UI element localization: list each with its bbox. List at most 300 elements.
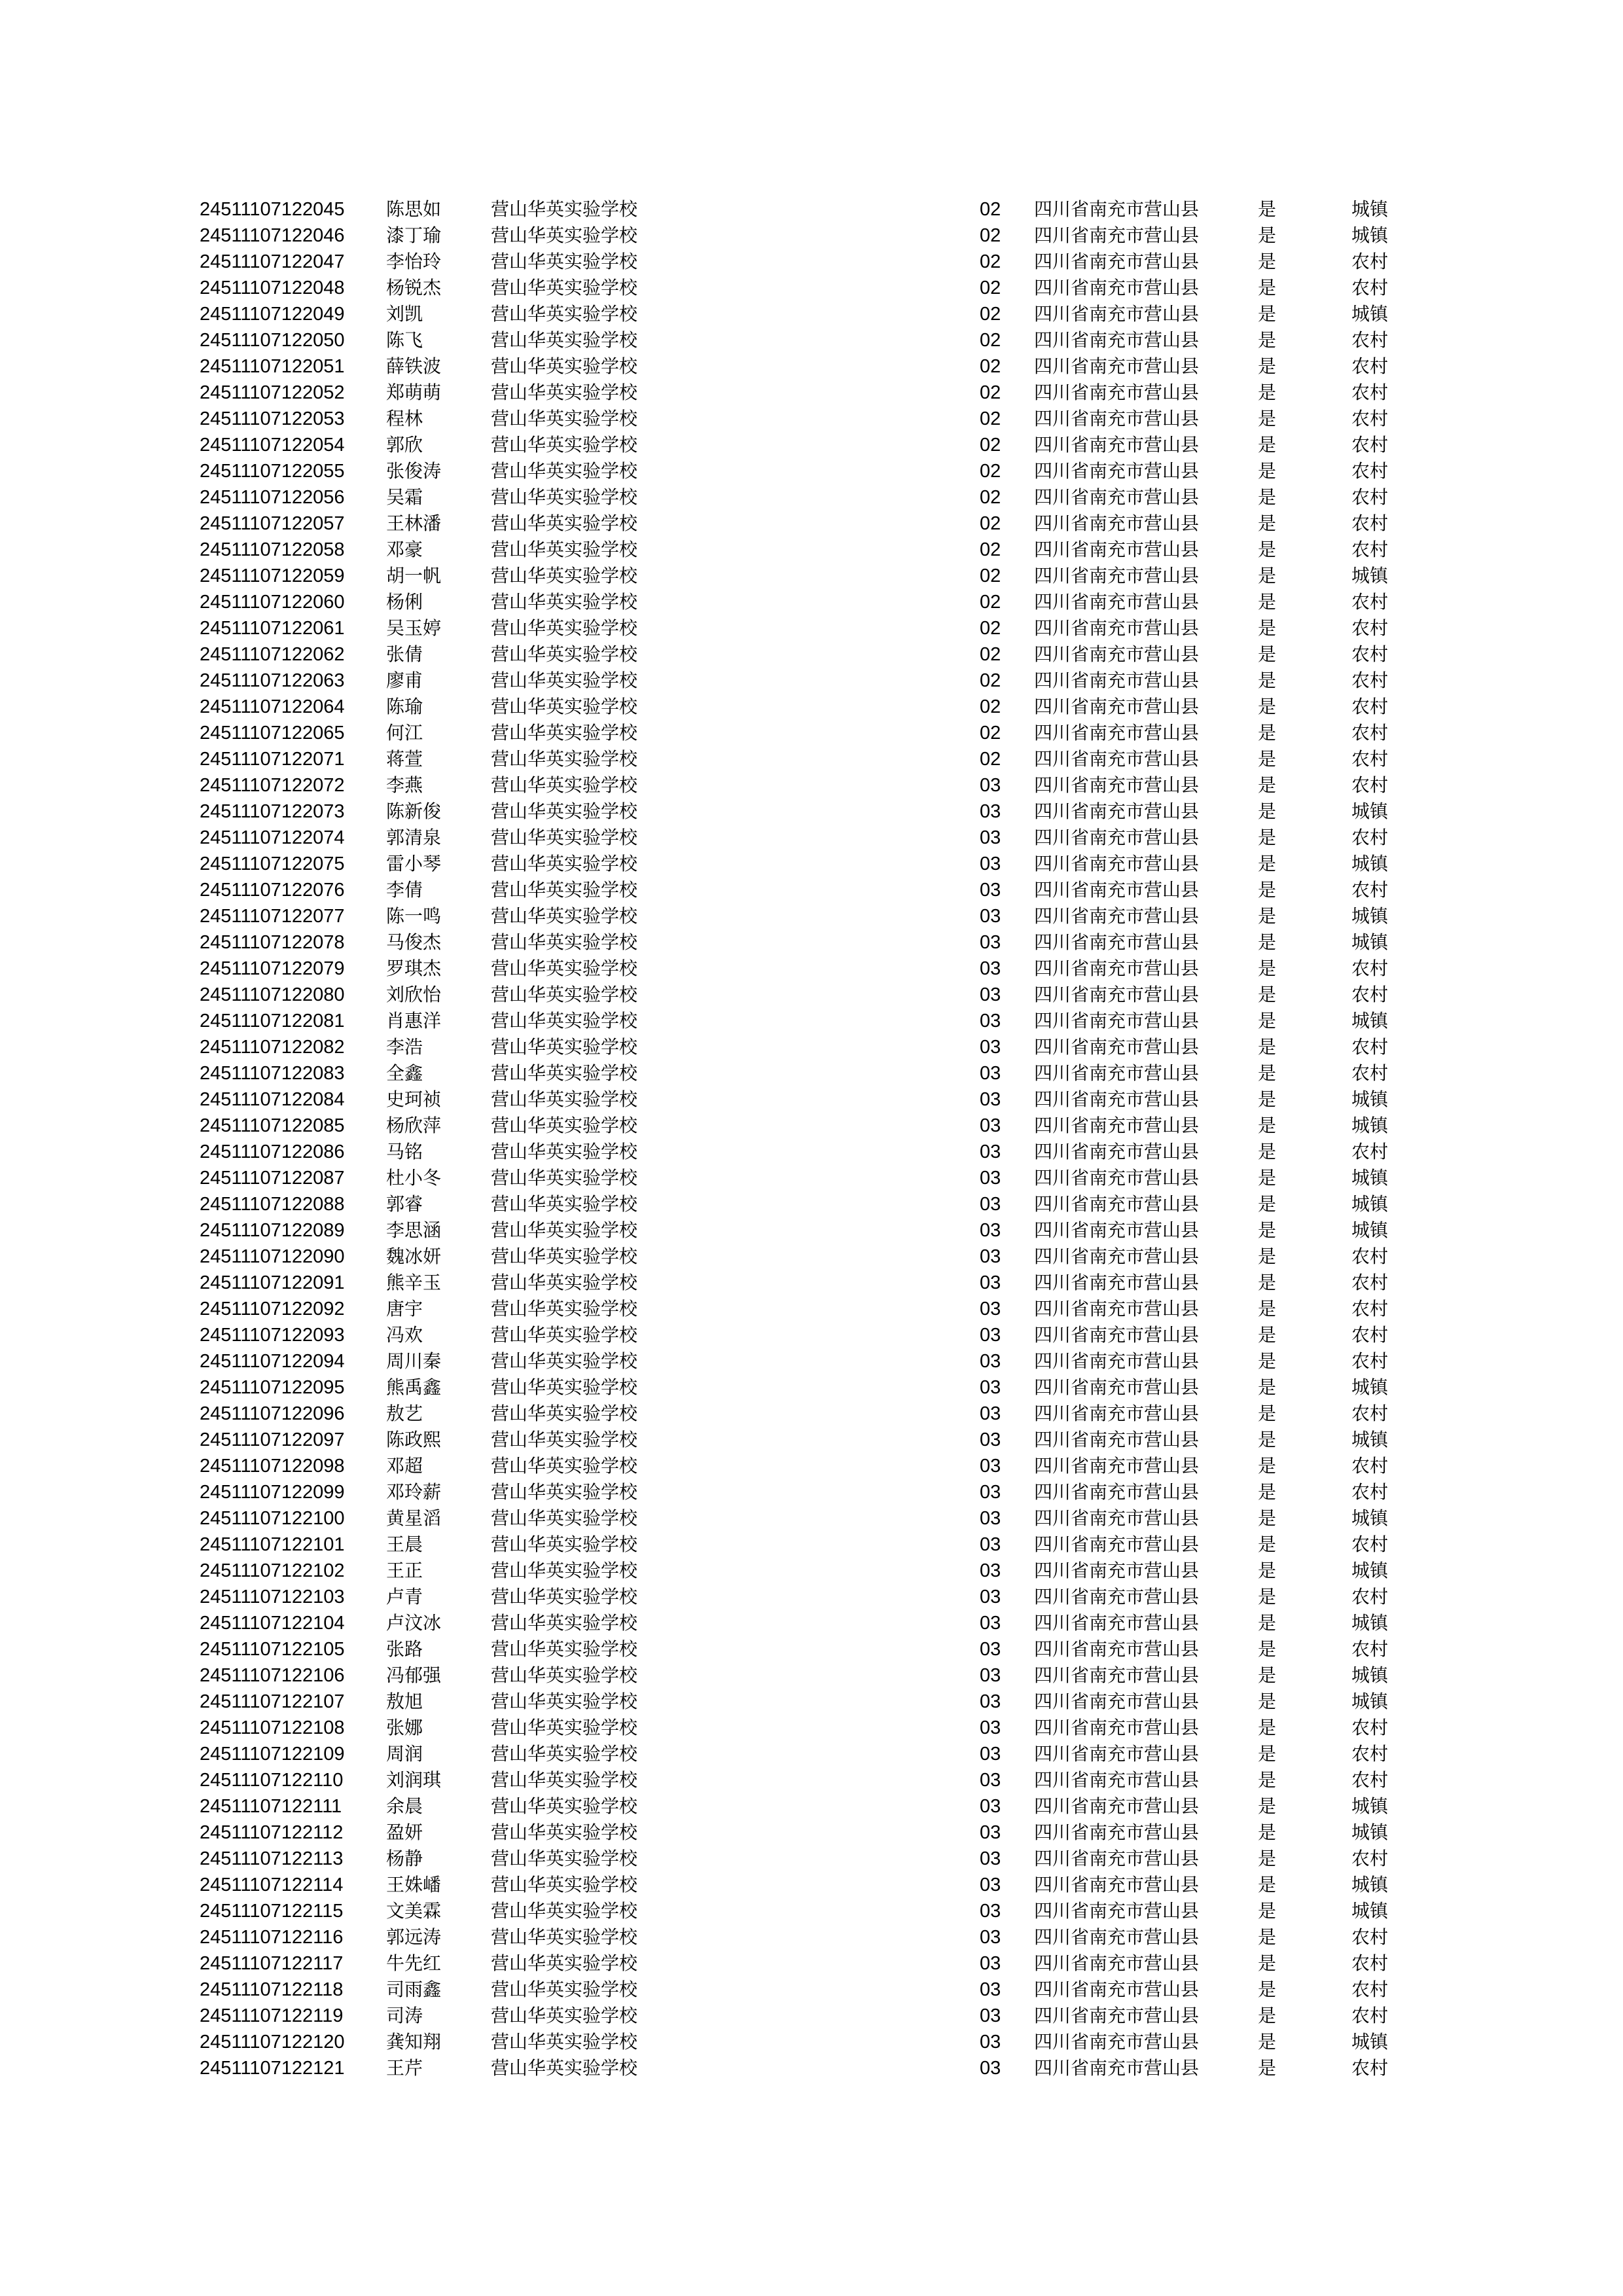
class-code-cell: 03 bbox=[980, 958, 1001, 979]
student-name-cell: 熊禹鑫 bbox=[386, 1376, 442, 1398]
area-type-cell: 农村 bbox=[1351, 1455, 1389, 1477]
class-code-cell: 02 bbox=[980, 356, 1001, 377]
table-row bbox=[0, 956, 1623, 982]
table-row bbox=[0, 484, 1623, 511]
table-row bbox=[0, 1950, 1623, 1977]
flag-cell: 是 bbox=[1258, 1324, 1277, 1346]
class-code-cell: 03 bbox=[980, 1822, 1001, 1843]
area-type-cell: 农村 bbox=[1351, 774, 1389, 796]
student-name-cell: 刘欣怡 bbox=[386, 984, 442, 1005]
school-cell: 营山华英实验学校 bbox=[491, 539, 638, 560]
address-cell: 四川省南充市营山县 bbox=[1034, 1324, 1200, 1346]
area-type-cell: 农村 bbox=[1351, 591, 1389, 613]
area-type-cell: 城镇 bbox=[1351, 303, 1389, 325]
class-code-cell: 03 bbox=[980, 1220, 1001, 1241]
school-cell: 营山华英实验学校 bbox=[491, 1376, 638, 1398]
area-type-cell: 城镇 bbox=[1351, 1376, 1389, 1398]
student-name-cell: 郭清泉 bbox=[386, 827, 442, 848]
address-cell: 四川省南充市营山县 bbox=[1034, 1455, 1200, 1477]
student-name-cell: 胡一帆 bbox=[386, 565, 442, 586]
class-code-cell: 03 bbox=[980, 1325, 1001, 1346]
student-id-cell: 24511107122048 bbox=[200, 278, 345, 298]
area-type-cell: 农村 bbox=[1351, 2057, 1389, 2079]
student-id-cell: 24511107122062 bbox=[200, 644, 345, 665]
student-id-cell: 24511107122114 bbox=[200, 1874, 344, 1895]
area-type-cell: 城镇 bbox=[1351, 1010, 1389, 1031]
table-row bbox=[0, 196, 1623, 223]
student-id-cell: 24511107122092 bbox=[200, 1299, 345, 1319]
area-type-cell: 城镇 bbox=[1351, 1167, 1389, 1189]
student-name-cell: 程林 bbox=[386, 408, 423, 429]
address-cell: 四川省南充市营山县 bbox=[1034, 617, 1200, 639]
student-id-cell: 24511107122054 bbox=[200, 435, 345, 456]
area-type-cell: 农村 bbox=[1351, 1141, 1389, 1162]
student-name-cell: 龚知翔 bbox=[386, 2031, 442, 2053]
class-code-cell: 03 bbox=[980, 1796, 1001, 1817]
school-cell: 营山华英实验学校 bbox=[491, 251, 638, 272]
class-code-cell: 03 bbox=[980, 1587, 1001, 1607]
class-code-cell: 02 bbox=[980, 330, 1001, 351]
flag-cell: 是 bbox=[1258, 1717, 1277, 1738]
student-name-cell: 杨欣萍 bbox=[386, 1115, 442, 1136]
flag-cell: 是 bbox=[1258, 512, 1277, 534]
area-type-cell: 农村 bbox=[1351, 1952, 1389, 1974]
class-code-cell: 03 bbox=[980, 2032, 1001, 2053]
area-type-cell: 城镇 bbox=[1351, 931, 1389, 953]
table-row bbox=[0, 668, 1623, 694]
flag-cell: 是 bbox=[1258, 748, 1277, 770]
student-id-cell: 24511107122055 bbox=[200, 461, 345, 482]
school-cell: 营山华英实验学校 bbox=[491, 643, 638, 665]
student-name-cell: 吴霜 bbox=[386, 486, 423, 508]
flag-cell: 是 bbox=[1258, 800, 1277, 822]
class-code-cell: 03 bbox=[980, 801, 1001, 822]
flag-cell: 是 bbox=[1258, 1638, 1277, 1660]
student-list-table bbox=[0, 196, 1623, 2081]
address-cell: 四川省南充市营山县 bbox=[1034, 1036, 1200, 1058]
flag-cell: 是 bbox=[1258, 1743, 1277, 1765]
address-cell: 四川省南充市营山县 bbox=[1034, 486, 1200, 508]
table-row bbox=[0, 406, 1623, 432]
school-cell: 营山华英实验学校 bbox=[491, 722, 638, 744]
student-name-cell: 薛铁波 bbox=[386, 355, 442, 377]
student-name-cell: 全鑫 bbox=[386, 1062, 423, 1084]
student-id-cell: 24511107122077 bbox=[200, 906, 345, 927]
area-type-cell: 农村 bbox=[1351, 958, 1389, 979]
table-row bbox=[0, 1820, 1623, 1846]
table-row bbox=[0, 511, 1623, 537]
area-type-cell: 城镇 bbox=[1351, 2031, 1389, 2053]
student-id-cell: 24511107122082 bbox=[200, 1037, 345, 1058]
student-name-cell: 杜小冬 bbox=[386, 1167, 442, 1189]
school-cell: 营山华英实验学校 bbox=[491, 1324, 638, 1346]
class-code-cell: 03 bbox=[980, 1508, 1001, 1529]
flag-cell: 是 bbox=[1258, 1979, 1277, 2000]
table-row bbox=[0, 1244, 1623, 1270]
class-code-cell: 02 bbox=[980, 408, 1001, 429]
school-cell: 营山华英实验学校 bbox=[491, 1900, 638, 1922]
flag-cell: 是 bbox=[1258, 1586, 1277, 1607]
student-name-cell: 牛先红 bbox=[386, 1952, 442, 1974]
student-name-cell: 张倩 bbox=[386, 643, 423, 665]
area-type-cell: 农村 bbox=[1351, 670, 1389, 691]
flag-cell: 是 bbox=[1258, 1272, 1277, 1293]
student-id-cell: 24511107122060 bbox=[200, 592, 345, 613]
table-row bbox=[0, 694, 1623, 720]
school-cell: 营山华英实验学校 bbox=[491, 931, 638, 953]
class-code-cell: 03 bbox=[980, 1717, 1001, 1738]
address-cell: 四川省南充市营山县 bbox=[1034, 879, 1200, 901]
flag-cell: 是 bbox=[1258, 277, 1277, 298]
area-type-cell: 城镇 bbox=[1351, 198, 1389, 220]
student-name-cell: 王芹 bbox=[386, 2057, 423, 2079]
address-cell: 四川省南充市营山县 bbox=[1034, 1403, 1200, 1424]
student-id-cell: 24511107122118 bbox=[200, 1979, 344, 2000]
address-cell: 四川省南充市营山县 bbox=[1034, 2031, 1200, 2053]
student-id-cell: 24511107122094 bbox=[200, 1351, 345, 1372]
flag-cell: 是 bbox=[1258, 2057, 1277, 2079]
table-row bbox=[0, 1427, 1623, 1453]
table-row bbox=[0, 1636, 1623, 1662]
student-id-cell: 24511107122084 bbox=[200, 1089, 345, 1110]
flag-cell: 是 bbox=[1258, 355, 1277, 377]
school-cell: 营山华英实验学校 bbox=[491, 408, 638, 429]
address-cell: 四川省南充市营山县 bbox=[1034, 1141, 1200, 1162]
student-id-cell: 24511107122047 bbox=[200, 251, 345, 272]
student-id-cell: 24511107122098 bbox=[200, 1456, 345, 1477]
student-id-cell: 24511107122096 bbox=[200, 1403, 345, 1424]
flag-cell: 是 bbox=[1258, 931, 1277, 953]
table-row bbox=[0, 798, 1623, 825]
flag-cell: 是 bbox=[1258, 382, 1277, 403]
school-cell: 营山华英实验学校 bbox=[491, 1246, 638, 1267]
table-row bbox=[0, 1217, 1623, 1244]
school-cell: 营山华英实验学校 bbox=[491, 670, 638, 691]
school-cell: 营山华英实验学校 bbox=[491, 853, 638, 874]
area-type-cell: 农村 bbox=[1351, 251, 1389, 272]
table-row bbox=[0, 720, 1623, 746]
student-name-cell: 卢汶冰 bbox=[386, 1612, 442, 1634]
school-cell: 营山华英实验学校 bbox=[491, 277, 638, 298]
class-code-cell: 03 bbox=[980, 1560, 1001, 1581]
student-name-cell: 何江 bbox=[386, 722, 423, 744]
school-cell: 营山华英实验学校 bbox=[491, 1429, 638, 1450]
flag-cell: 是 bbox=[1258, 1926, 1277, 1948]
address-cell: 四川省南充市营山县 bbox=[1034, 1062, 1200, 1084]
flag-cell: 是 bbox=[1258, 827, 1277, 848]
table-row bbox=[0, 1505, 1623, 1532]
class-code-cell: 03 bbox=[980, 1534, 1001, 1555]
flag-cell: 是 bbox=[1258, 1769, 1277, 1791]
table-row bbox=[0, 1872, 1623, 1898]
flag-cell: 是 bbox=[1258, 539, 1277, 560]
student-id-cell: 24511107122059 bbox=[200, 565, 345, 586]
address-cell: 四川省南充市营山县 bbox=[1034, 355, 1200, 377]
student-name-cell: 邓超 bbox=[386, 1455, 423, 1477]
address-cell: 四川省南充市营山县 bbox=[1034, 277, 1200, 298]
table-row bbox=[0, 249, 1623, 275]
table-row bbox=[0, 327, 1623, 353]
school-cell: 营山华英实验学校 bbox=[491, 1298, 638, 1319]
area-type-cell: 农村 bbox=[1351, 460, 1389, 482]
student-id-cell: 24511107122121 bbox=[200, 2058, 345, 2079]
table-row bbox=[0, 1924, 1623, 1950]
table-row bbox=[0, 1270, 1623, 1296]
flag-cell: 是 bbox=[1258, 1481, 1277, 1503]
school-cell: 营山华英实验学校 bbox=[491, 1403, 638, 1424]
area-type-cell: 农村 bbox=[1351, 2005, 1389, 2026]
student-id-cell: 24511107122115 bbox=[200, 1901, 344, 1922]
table-row bbox=[0, 1060, 1623, 1086]
area-type-cell: 农村 bbox=[1351, 486, 1389, 508]
school-cell: 营山华英实验学校 bbox=[491, 1560, 638, 1581]
flag-cell: 是 bbox=[1258, 2031, 1277, 2053]
flag-cell: 是 bbox=[1258, 1821, 1277, 1843]
area-type-cell: 农村 bbox=[1351, 1298, 1389, 1319]
student-id-cell: 24511107122091 bbox=[200, 1272, 345, 1293]
student-id-cell: 24511107122112 bbox=[200, 1822, 344, 1843]
school-cell: 营山华英实验学校 bbox=[491, 1821, 638, 1843]
student-name-cell: 敖艺 bbox=[386, 1403, 423, 1424]
student-name-cell: 司涛 bbox=[386, 2005, 423, 2026]
school-cell: 营山华英实验学校 bbox=[491, 382, 638, 403]
address-cell: 四川省南充市营山县 bbox=[1034, 984, 1200, 1005]
address-cell: 四川省南充市营山县 bbox=[1034, 748, 1200, 770]
class-code-cell: 03 bbox=[980, 2058, 1001, 2079]
student-id-cell: 24511107122101 bbox=[200, 1534, 345, 1555]
student-name-cell: 郑萌萌 bbox=[386, 382, 442, 403]
address-cell: 四川省南充市营山县 bbox=[1034, 329, 1200, 351]
student-id-cell: 24511107122056 bbox=[200, 487, 345, 508]
area-type-cell: 城镇 bbox=[1351, 1900, 1389, 1922]
class-code-cell: 02 bbox=[980, 592, 1001, 613]
class-code-cell: 03 bbox=[980, 775, 1001, 796]
student-name-cell: 王姝嶓 bbox=[386, 1874, 442, 1895]
student-name-cell: 邓豪 bbox=[386, 539, 423, 560]
student-name-cell: 史珂祯 bbox=[386, 1088, 442, 1110]
address-cell: 四川省南充市营山县 bbox=[1034, 853, 1200, 874]
student-id-cell: 24511107122104 bbox=[200, 1613, 345, 1634]
table-row bbox=[0, 537, 1623, 563]
flag-cell: 是 bbox=[1258, 1088, 1277, 1110]
class-code-cell: 03 bbox=[980, 1299, 1001, 1319]
student-id-cell: 24511107122107 bbox=[200, 1691, 345, 1712]
class-code-cell: 03 bbox=[980, 932, 1001, 953]
flag-cell: 是 bbox=[1258, 1350, 1277, 1372]
address-cell: 四川省南充市营山县 bbox=[1034, 2057, 1200, 2079]
student-id-cell: 24511107122083 bbox=[200, 1063, 345, 1084]
area-type-cell: 城镇 bbox=[1351, 565, 1389, 586]
address-cell: 四川省南充市营山县 bbox=[1034, 1376, 1200, 1398]
area-type-cell: 农村 bbox=[1351, 1062, 1389, 1084]
class-code-cell: 03 bbox=[980, 1063, 1001, 1084]
table-row bbox=[0, 1034, 1623, 1060]
school-cell: 营山华英实验学校 bbox=[491, 1141, 638, 1162]
class-code-cell: 02 bbox=[980, 225, 1001, 246]
student-name-cell: 周川秦 bbox=[386, 1350, 442, 1372]
class-code-cell: 03 bbox=[980, 1770, 1001, 1791]
school-cell: 营山华英实验学校 bbox=[491, 1507, 638, 1529]
student-name-cell: 廖甫 bbox=[386, 670, 423, 691]
school-cell: 营山华英实验学校 bbox=[491, 198, 638, 220]
school-cell: 营山华英实验学校 bbox=[491, 958, 638, 979]
student-name-cell: 陈政熙 bbox=[386, 1429, 442, 1450]
address-cell: 四川省南充市营山县 bbox=[1034, 408, 1200, 429]
address-cell: 四川省南充市营山县 bbox=[1034, 1219, 1200, 1241]
class-code-cell: 02 bbox=[980, 435, 1001, 456]
address-cell: 四川省南充市营山县 bbox=[1034, 1560, 1200, 1581]
class-code-cell: 03 bbox=[980, 853, 1001, 874]
table-row bbox=[0, 1662, 1623, 1689]
school-cell: 营山华英实验学校 bbox=[491, 617, 638, 639]
student-id-cell: 24511107122099 bbox=[200, 1482, 345, 1503]
table-row bbox=[0, 641, 1623, 668]
address-cell: 四川省南充市营山县 bbox=[1034, 905, 1200, 927]
school-cell: 营山华英实验学校 bbox=[491, 984, 638, 1005]
school-cell: 营山华英实验学校 bbox=[491, 591, 638, 613]
flag-cell: 是 bbox=[1258, 1246, 1277, 1267]
area-type-cell: 农村 bbox=[1351, 748, 1389, 770]
area-type-cell: 农村 bbox=[1351, 722, 1389, 744]
class-code-cell: 03 bbox=[980, 1037, 1001, 1058]
flag-cell: 是 bbox=[1258, 1952, 1277, 1974]
table-row bbox=[0, 1479, 1623, 1505]
school-cell: 营山华英实验学校 bbox=[491, 512, 638, 534]
table-row bbox=[0, 563, 1623, 589]
class-code-cell: 03 bbox=[980, 1115, 1001, 1136]
area-type-cell: 农村 bbox=[1351, 277, 1389, 298]
table-row bbox=[0, 982, 1623, 1008]
area-type-cell: 农村 bbox=[1351, 1586, 1389, 1607]
class-code-cell: 03 bbox=[980, 1979, 1001, 2000]
address-cell: 四川省南充市营山县 bbox=[1034, 1350, 1200, 1372]
student-name-cell: 王林潘 bbox=[386, 512, 442, 534]
school-cell: 营山华英实验学校 bbox=[491, 355, 638, 377]
flag-cell: 是 bbox=[1258, 486, 1277, 508]
student-name-cell: 吴玉婷 bbox=[386, 617, 442, 639]
table-row bbox=[0, 1296, 1623, 1322]
class-code-cell: 02 bbox=[980, 670, 1001, 691]
address-cell: 四川省南充市营山县 bbox=[1034, 251, 1200, 272]
student-id-cell: 24511107122063 bbox=[200, 670, 345, 691]
table-row bbox=[0, 275, 1623, 301]
address-cell: 四川省南充市营山县 bbox=[1034, 1167, 1200, 1189]
school-cell: 营山华英实验学校 bbox=[491, 1088, 638, 1110]
flag-cell: 是 bbox=[1258, 1560, 1277, 1581]
table-row bbox=[0, 1191, 1623, 1217]
school-cell: 营山华英实验学校 bbox=[491, 1874, 638, 1895]
school-cell: 营山华英实验学校 bbox=[491, 1115, 638, 1136]
student-id-cell: 24511107122100 bbox=[200, 1508, 345, 1529]
flag-cell: 是 bbox=[1258, 591, 1277, 613]
student-id-cell: 24511107122080 bbox=[200, 984, 345, 1005]
table-row bbox=[0, 1086, 1623, 1113]
student-id-cell: 24511107122058 bbox=[200, 539, 345, 560]
area-type-cell: 农村 bbox=[1351, 1246, 1389, 1267]
class-code-cell: 03 bbox=[980, 2005, 1001, 2026]
flag-cell: 是 bbox=[1258, 1507, 1277, 1529]
table-row bbox=[0, 353, 1623, 380]
area-type-cell: 农村 bbox=[1351, 1272, 1389, 1293]
table-row bbox=[0, 1793, 1623, 1820]
school-cell: 营山华英实验学校 bbox=[491, 1638, 638, 1660]
class-code-cell: 02 bbox=[980, 644, 1001, 665]
table-row bbox=[0, 1453, 1623, 1479]
address-cell: 四川省南充市营山县 bbox=[1034, 1246, 1200, 1267]
table-row bbox=[0, 1374, 1623, 1401]
school-cell: 营山华英实验学校 bbox=[491, 1743, 638, 1765]
address-cell: 四川省南充市营山县 bbox=[1034, 1272, 1200, 1293]
flag-cell: 是 bbox=[1258, 1167, 1277, 1189]
flag-cell: 是 bbox=[1258, 303, 1277, 325]
student-name-cell: 蒋萱 bbox=[386, 748, 423, 770]
area-type-cell: 农村 bbox=[1351, 1717, 1389, 1738]
table-row bbox=[0, 1113, 1623, 1139]
student-name-cell: 张路 bbox=[386, 1638, 423, 1660]
flag-cell: 是 bbox=[1258, 722, 1277, 744]
class-code-cell: 03 bbox=[980, 984, 1001, 1005]
school-cell: 营山华英实验学校 bbox=[491, 1586, 638, 1607]
school-cell: 营山华英实验学校 bbox=[491, 1010, 638, 1031]
student-id-cell: 24511107122119 bbox=[200, 2005, 344, 2026]
class-code-cell: 03 bbox=[980, 1272, 1001, 1293]
student-name-cell: 陈新俊 bbox=[386, 800, 442, 822]
area-type-cell: 城镇 bbox=[1351, 800, 1389, 822]
class-code-cell: 03 bbox=[980, 1691, 1001, 1712]
class-code-cell: 03 bbox=[980, 1927, 1001, 1948]
student-name-cell: 郭欣 bbox=[386, 434, 423, 456]
table-row bbox=[0, 851, 1623, 877]
table-row bbox=[0, 1165, 1623, 1191]
address-cell: 四川省南充市营山县 bbox=[1034, 1010, 1200, 1031]
school-cell: 营山华英实验学校 bbox=[491, 1979, 638, 2000]
area-type-cell: 农村 bbox=[1351, 879, 1389, 901]
address-cell: 四川省南充市营山县 bbox=[1034, 2005, 1200, 2026]
school-cell: 营山华英实验学校 bbox=[491, 434, 638, 456]
student-id-cell: 24511107122102 bbox=[200, 1560, 345, 1581]
class-code-cell: 03 bbox=[980, 827, 1001, 848]
student-id-cell: 24511107122049 bbox=[200, 304, 345, 325]
flag-cell: 是 bbox=[1258, 696, 1277, 717]
school-cell: 营山华英实验学校 bbox=[491, 1193, 638, 1215]
table-row bbox=[0, 877, 1623, 903]
flag-cell: 是 bbox=[1258, 565, 1277, 586]
student-name-cell: 司雨鑫 bbox=[386, 1979, 442, 2000]
student-name-cell: 雷小琴 bbox=[386, 853, 442, 874]
address-cell: 四川省南充市营山县 bbox=[1034, 1821, 1200, 1843]
table-row bbox=[0, 1977, 1623, 2003]
school-cell: 营山华英实验学校 bbox=[491, 905, 638, 927]
area-type-cell: 城镇 bbox=[1351, 224, 1389, 246]
table-row bbox=[0, 1767, 1623, 1793]
student-id-cell: 24511107122095 bbox=[200, 1377, 345, 1398]
class-code-cell: 02 bbox=[980, 513, 1001, 534]
student-name-cell: 马铭 bbox=[386, 1141, 423, 1162]
class-code-cell: 03 bbox=[980, 1456, 1001, 1477]
flag-cell: 是 bbox=[1258, 1141, 1277, 1162]
area-type-cell: 城镇 bbox=[1351, 1821, 1389, 1843]
address-cell: 四川省南充市营山县 bbox=[1034, 1429, 1200, 1450]
area-type-cell: 农村 bbox=[1351, 1403, 1389, 1424]
area-type-cell: 城镇 bbox=[1351, 1691, 1389, 1712]
address-cell: 四川省南充市营山县 bbox=[1034, 591, 1200, 613]
student-name-cell: 马俊杰 bbox=[386, 931, 442, 953]
school-cell: 营山华英实验学校 bbox=[491, 1062, 638, 1084]
flag-cell: 是 bbox=[1258, 329, 1277, 351]
student-name-cell: 陈一鸣 bbox=[386, 905, 442, 927]
area-type-cell: 农村 bbox=[1351, 434, 1389, 456]
address-cell: 四川省南充市营山县 bbox=[1034, 1769, 1200, 1791]
